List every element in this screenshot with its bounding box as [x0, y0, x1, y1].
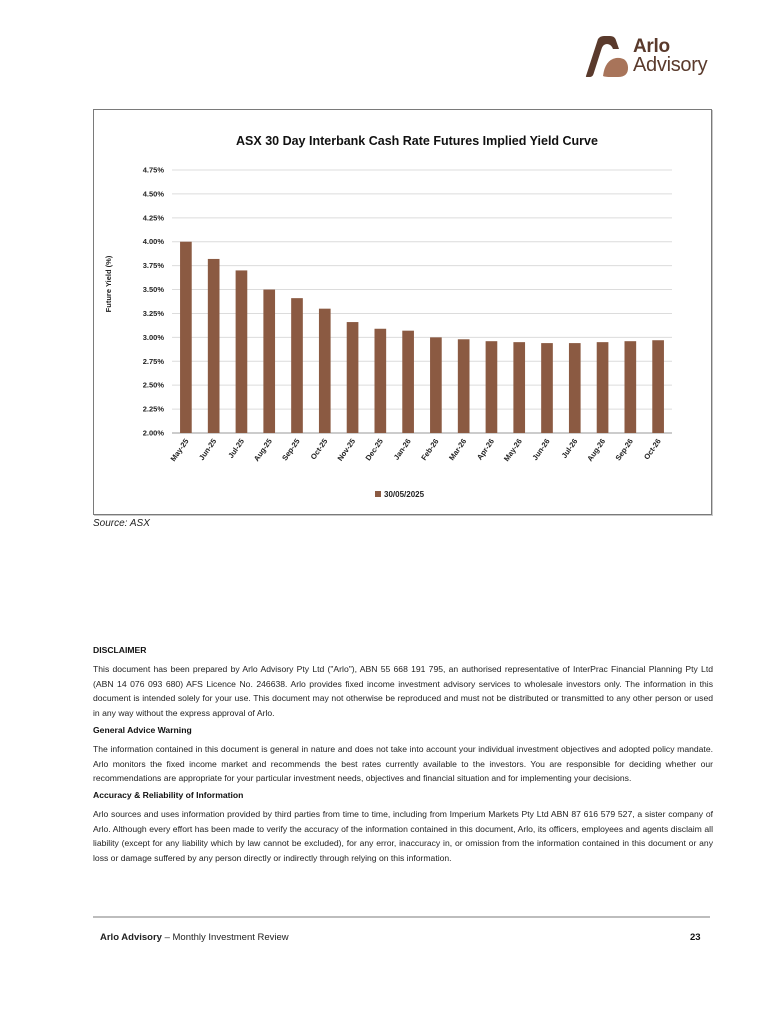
bar — [375, 329, 387, 433]
bar — [347, 322, 359, 433]
y-tick-label: 4.75% — [142, 165, 164, 175]
x-tick-label: Mar-26 — [447, 436, 469, 462]
bar — [458, 339, 470, 433]
x-tick-label: Apr-26 — [475, 436, 497, 462]
footer-publication — [100, 932, 289, 943]
x-tick-label: Nov-25 — [335, 436, 358, 463]
bar — [569, 343, 581, 433]
x-tick-label: Jan-26 — [391, 436, 413, 462]
y-tick-label: 2.75% — [142, 356, 164, 366]
bar — [236, 270, 248, 433]
x-tick-label: Jul-25 — [226, 436, 247, 460]
chart-source-note: Source: ASX — [93, 518, 150, 529]
disclaimer-section — [93, 645, 713, 870]
x-tick-label: Aug-26 — [585, 436, 608, 463]
x-tick-label: May-26 — [501, 436, 524, 463]
general-advice-heading: General Advice Warning — [93, 724, 192, 735]
y-tick-label: 4.00% — [142, 237, 164, 247]
yield-curve-chart — [93, 109, 712, 515]
x-tick-label: Dec-25 — [363, 436, 385, 463]
x-tick-label: Oct-25 — [308, 436, 330, 462]
bar — [541, 343, 553, 433]
general-advice-paragraph: The information contained in this document is general in nature and does not take into account your individual investment objectives and adopted policy mandate. Arlo monitors the fixed income market and recommends the best rates currently available to the investors. You are responsible for deciding whether our recommendations are appropriate for your particular investment needs, objectives and financial situation and for implementing your decisions. — [93, 743, 713, 784]
x-tick-label: May-25 — [168, 436, 191, 463]
x-tick-label: Jul-26 — [559, 436, 580, 460]
bar — [291, 298, 303, 433]
bar — [263, 290, 275, 433]
bar — [597, 342, 609, 433]
chart-canvas — [94, 110, 711, 514]
bar — [652, 340, 664, 433]
bar — [208, 259, 220, 433]
bar — [319, 309, 331, 433]
x-tick-label: Jun-26 — [530, 436, 552, 462]
x-tick-label: Sep-26 — [613, 436, 635, 463]
arlo-logo — [583, 36, 713, 80]
legend — [375, 490, 425, 499]
x-tick-label: Aug-25 — [251, 436, 274, 463]
y-tick-label: 3.00% — [142, 332, 164, 342]
disclaimer-heading: DISCLAIMER — [93, 645, 147, 655]
y-tick-label: 3.75% — [142, 261, 164, 271]
footer-subtitle: – Monthly Investment Review — [161, 932, 289, 943]
x-tick-label: Feb-26 — [419, 436, 441, 462]
disclaimer-paragraph: This document has been prepared by Arlo Advisory Pty Ltd ("Arlo"), ABN 55 668 191 795, an authorised representative of InterPrac Financial Planning Pty Ltd (ABN 14 076 093 680) AFS Licence No. 246638. Arlo provides fixed income investment advisory services to wholesale investors only. The information in this document is intended solely for your use. This document may not otherwise be reproduced and must not be distributed or transmitted to any other person or used in any way without the express approval of Arlo. — [93, 664, 713, 719]
y-axis-ticks — [143, 166, 165, 438]
legend-label: 30/05/2025 — [384, 490, 425, 499]
legend-swatch — [375, 491, 381, 497]
x-tick-label: Oct-26 — [641, 436, 663, 462]
accuracy-paragraph: Arlo sources and uses information provided by third parties from time to time, including from Imperium Markets Pty Ltd ABN 87 616 579 527, a sister company of Arlo. Although every effort has been made to verify the accuracy of the information contained in this document, Arlo, its officers, employees and agents disclaim all liability (except for any liability which by law cannot be excluded), for any error, inaccuracy in, or omission from the information contained in this document or any loss or damage suffered by any person directly or indirectly through relying on this information. — [93, 808, 713, 864]
footer-brand: Arlo Advisory — [100, 932, 162, 943]
footer-divider — [93, 916, 710, 918]
page-number: 23 — [690, 932, 701, 943]
y-tick-label: 2.25% — [142, 404, 164, 414]
y-tick-label: 2.00% — [142, 428, 164, 438]
bar — [625, 341, 637, 433]
bar — [180, 242, 192, 433]
bar — [430, 337, 442, 433]
bar — [486, 341, 498, 433]
y-tick-label: 4.25% — [142, 213, 164, 223]
y-axis-label: Future Yield (%) — [104, 255, 113, 313]
y-tick-label: 2.50% — [142, 380, 164, 390]
x-tick-label: Jun-25 — [197, 436, 219, 462]
logo-wordmark-line2: Advisory — [633, 54, 708, 76]
logo-wordmark-line1: Arlo — [633, 36, 670, 57]
x-tick-label: Sep-25 — [280, 436, 302, 463]
y-tick-label: 3.50% — [142, 285, 164, 295]
y-tick-label: 4.50% — [142, 189, 164, 199]
arlo-logo-mark-icon — [583, 36, 629, 78]
x-axis-ticks — [169, 437, 663, 463]
accuracy-heading: Accuracy & Reliability of Information — [93, 789, 244, 800]
bar — [402, 331, 414, 433]
y-tick-label: 3.25% — [142, 308, 164, 318]
chart-title: ASX 30 Day Interbank Cash Rate Futures Implied Yield Curve — [236, 134, 598, 148]
bar — [513, 342, 525, 433]
